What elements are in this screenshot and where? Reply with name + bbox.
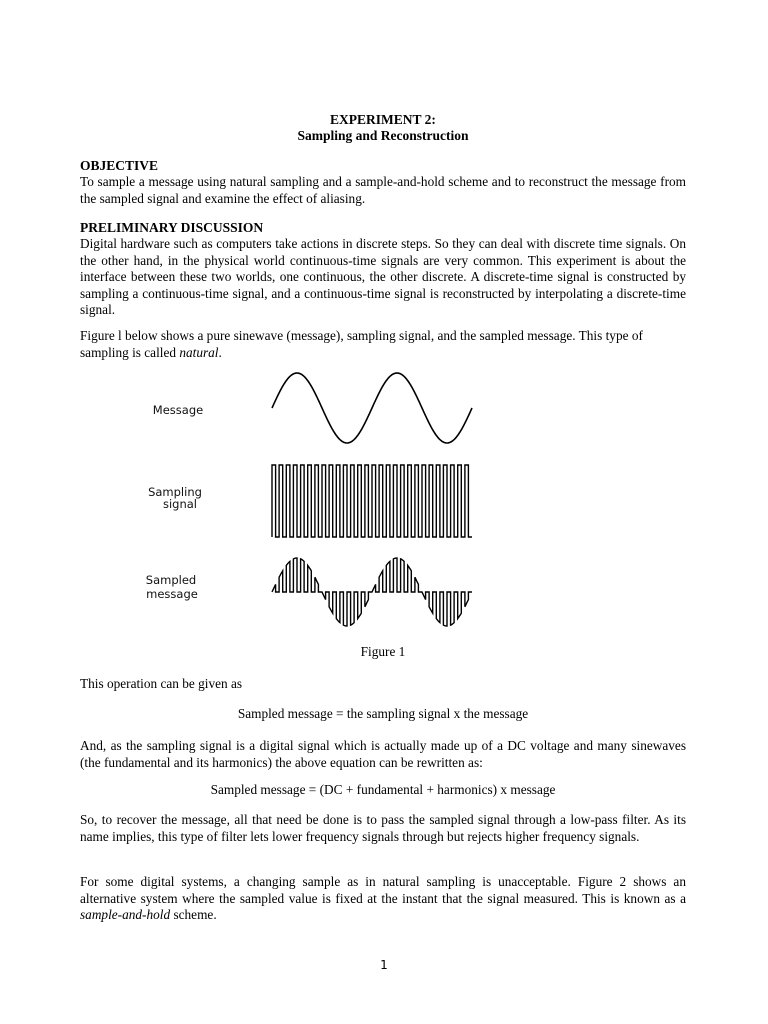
label-sampling-line1: Sampling [148,485,202,499]
recover-paragraph: So, to recover the message, all that need be done is to pass the sampled signal through a low-pass filter. As its name implies, this type of filter lets lower frequency signals through but rejects higher frequency signals. [80,812,686,844]
label-sampled-line2: message [146,587,198,601]
page-number: 1 [380,958,388,972]
label-sampling-line2: signal [162,497,198,511]
figure-intro-end: . [218,344,222,360]
sample-hold-italic: sample-and-hold [80,907,171,922]
sampled-message-wave [272,558,472,626]
sampling-square-wave [272,465,472,537]
document-title: EXPERIMENT 2: [330,112,436,127]
operation-intro: This operation can be given as [80,676,243,691]
document-subtitle: Sampling and Reconstruction [297,128,469,143]
sample-hold-paragraph [80,874,686,924]
operation-paragraph: And, as the sampling signal is a digital signal which is actually made up of a DC voltage and many sinewaves (the fundamental and its harmonics) the above equation can be rewritten as: [80,738,686,770]
figure1-caption: Figure 1 [360,644,406,659]
preliminary-text: Digital hardware such as computers take actions in discrete steps. So they can deal with discrete time signals. On the other hand, in the physical world continuous-time signals are very common. This experiment is about the interface between these two worlds, one continuous, the other discrete. A discrete-time signal is constructed by sampling a continuous-time signal, and a continuous-time signal is reconstructed by interpolating a discrete-time signal. [80,236,686,317]
figure-intro-text [80,328,686,361]
objective-heading: OBJECTIVE [80,158,159,173]
figure-intro-italic: natural [179,344,219,360]
sample-hold-end: scheme. [170,907,217,922]
message-sinewave [272,373,472,443]
equation-2: Sampled message = (DC + fundamental + harmonics) x message [210,782,556,797]
equation-1: Sampled message = the sampling signal x the message [237,706,529,721]
figure-intro-plain: Figure l below shows a pure sinewave (message), sampling signal, and the sampled message. This type of sampling is called [80,328,643,360]
sample-hold-plain: For some digital systems, a changing sample as in natural sampling is unacceptable. Figure 2 shows an alternative system where the sampled value is fixed at the instant that the signal measured. This is known as a [80,874,686,906]
preliminary-heading: PRELIMINARY DISCUSSION [80,220,264,235]
label-message: Message [152,403,204,417]
label-sampled-line1: Sampled [145,573,197,587]
objective-text: To sample a message using natural sampling and a sample-and-hold scheme and to reconstruct the message from the sampled signal and examine the effect of aliasing. [80,174,686,206]
